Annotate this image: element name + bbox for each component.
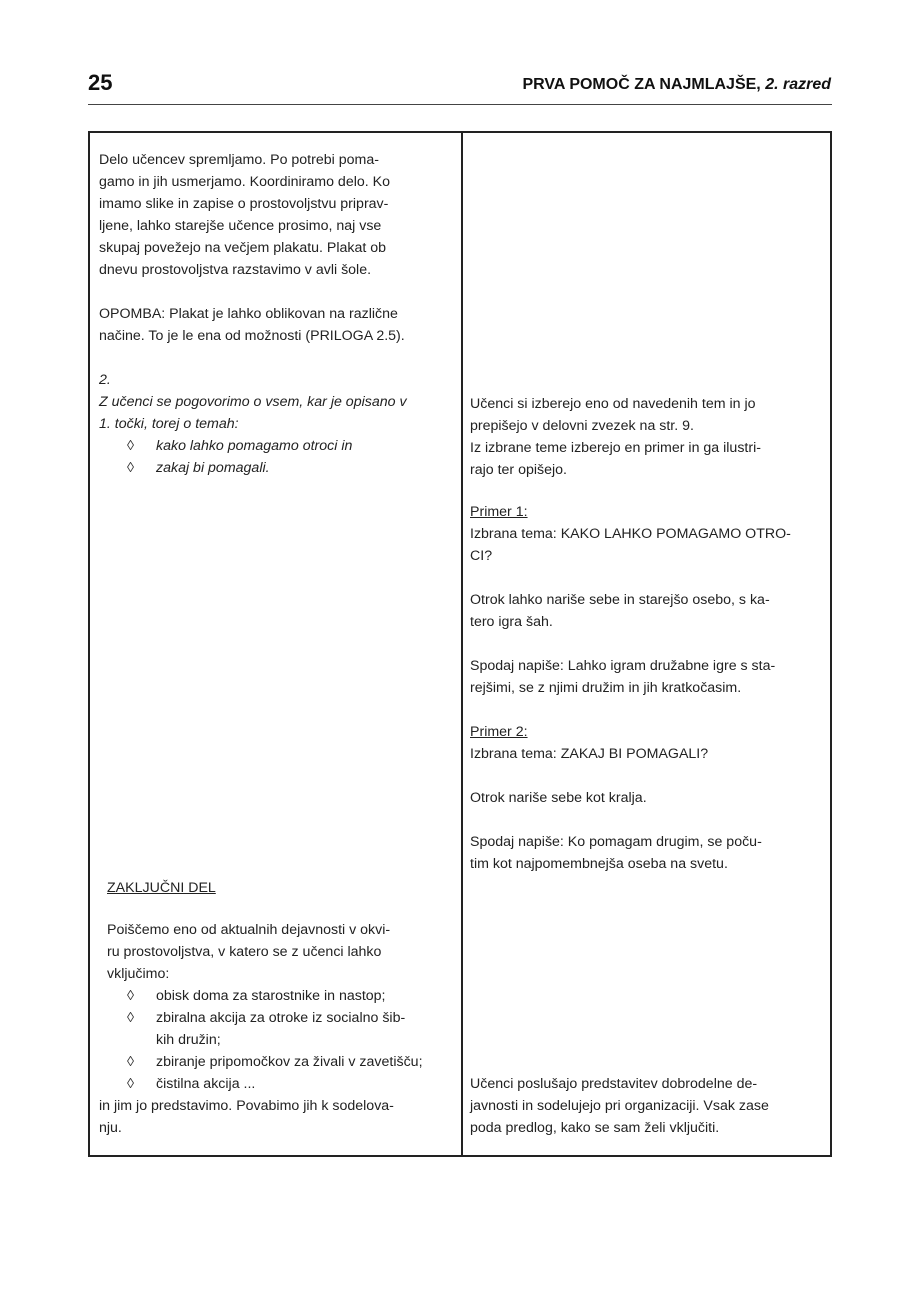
example-two-label: Primer 2: [470, 724, 528, 740]
text-line: Delo učencev spremljamo. Po potrebi poma- [99, 152, 379, 168]
left-intro-paragraph [99, 149, 449, 281]
column-divider [461, 133, 463, 1155]
list-item [127, 1029, 449, 1051]
activity-text: obisk doma za starostnike in nastop; [156, 988, 386, 1004]
diamond-bullet-icon: ◊ [127, 1010, 135, 1026]
list-item [127, 1051, 449, 1073]
text-line: prepišejo v delovni zvezek na str. 9. [470, 418, 694, 434]
diamond-bullet-icon: ◊ [127, 460, 135, 476]
example-one-label: Primer 1: [470, 504, 528, 520]
task-paragraph [470, 393, 824, 481]
note-paragraph [99, 303, 449, 347]
text-line: Poiščemo eno od aktualnih dejavnosti v okvi- [107, 922, 391, 938]
text-line: 1. točki, torej o temah: [99, 416, 239, 432]
activity-text: čistilna akcija ... [156, 1076, 256, 1092]
example-one [470, 501, 824, 567]
topic-list [127, 435, 449, 479]
text-line: CI? [470, 548, 493, 564]
text-line: tim kot najpomembnejša oseba na svetu. [470, 856, 728, 872]
text-line: Izbrana tema: ZAKAJ BI POMAGALI? [470, 746, 709, 762]
page-number: 25 [88, 70, 113, 95]
text-line: dnevu prostovoljstva razstavimo v avli šole. [99, 262, 372, 278]
text-line: rajo ter opišejo. [470, 462, 567, 478]
text-line: Otrok lahko nariše sebe in starejšo osebo, s ka- [470, 592, 770, 608]
list-item [127, 985, 449, 1007]
activity-text: zbiralna akcija za otroke iz socialno šib- [156, 1010, 406, 1026]
list-item [127, 435, 449, 457]
text-line: rejšimi, se z njimi družim in jih kratkočasim. [470, 680, 742, 696]
text-line: poda predlog, kako se sam želi vključiti. [470, 1120, 720, 1136]
topic-text: kako lahko pomagamo otroci in [156, 438, 353, 454]
step-two-block [99, 369, 449, 479]
example-one-drawing [470, 589, 824, 633]
step-number: 2. [99, 372, 111, 388]
text-line: nju. [99, 1120, 122, 1136]
right-closing-paragraph [470, 1073, 824, 1139]
conclusion-heading: ZAKLJUČNI DEL [107, 880, 216, 896]
header-title: PRVA POMOČ ZA NAJMLAJŠE, [522, 76, 761, 93]
text-line: javnosti in sodelujejo pri organizaciji. Vsak zase [470, 1098, 769, 1114]
diamond-bullet-icon: ◊ [127, 1076, 135, 1092]
text-line: Učenci si izberejo eno od navedenih tem in jo [470, 396, 756, 412]
header-rule [88, 104, 832, 105]
text-line: gamo in jih usmerjamo. Koordiniramo delo. Ko [99, 174, 390, 190]
diamond-bullet-icon: ◊ [127, 1054, 135, 1070]
activity-text: kih družin; [156, 1032, 221, 1048]
example-two-drawing: Otrok nariše sebe kot kralja. [470, 790, 647, 806]
diamond-bullet-icon: ◊ [127, 988, 135, 1004]
conclusion-block [99, 919, 449, 1139]
text-line: imamo slike in zapise o prostovoljstvu priprav- [99, 196, 389, 212]
activity-list [127, 985, 449, 1095]
text-line: in jim jo predstavimo. Povabimo jih k sodelova- [99, 1098, 394, 1114]
diamond-bullet-icon: ◊ [127, 438, 135, 454]
text-line: Spodaj napiše: Ko pomagam drugim, se poču- [470, 834, 762, 850]
header-grade: 2. razred [765, 76, 831, 93]
list-item [127, 1073, 449, 1095]
content-table [88, 131, 832, 1157]
example-two [470, 721, 824, 765]
text-line: skupaj povežejo na večjem plakatu. Plakat ob [99, 240, 387, 256]
example-one-caption [470, 655, 824, 699]
text-line: Spodaj napiše: Lahko igram družabne igre s sta- [470, 658, 776, 674]
text-line: ru prostovoljstva, v katero se z učenci lahko [107, 944, 382, 960]
text-line: Učenci poslušajo predstavitev dobrodelne de- [470, 1076, 758, 1092]
text-line: ljene, lahko starejše učence prosimo, naj vse [99, 218, 382, 234]
text-line: tero igra šah. [470, 614, 553, 630]
text-line: načine. To je le ena od možnosti (PRILOGA 2.5). [99, 328, 405, 344]
activity-text: zbiranje pripomočkov za živali v zavetišču; [156, 1054, 423, 1070]
text-line: OPOMBA: Plakat je lahko oblikovan na različne [99, 306, 398, 322]
list-item [127, 1007, 449, 1029]
text-line: vključimo: [107, 966, 170, 982]
running-header [522, 76, 831, 94]
text-line: Izbrana tema: KAKO LAHKO POMAGAMO OTRO- [470, 526, 791, 542]
text-line: Iz izbrane teme izberejo en primer in ga ilustri- [470, 440, 761, 456]
topic-text: zakaj bi pomagali. [156, 460, 270, 476]
text-line: Z učenci se pogovorimo o vsem, kar je opisano v [99, 394, 407, 410]
example-two-caption [470, 831, 824, 875]
list-item [127, 457, 449, 479]
